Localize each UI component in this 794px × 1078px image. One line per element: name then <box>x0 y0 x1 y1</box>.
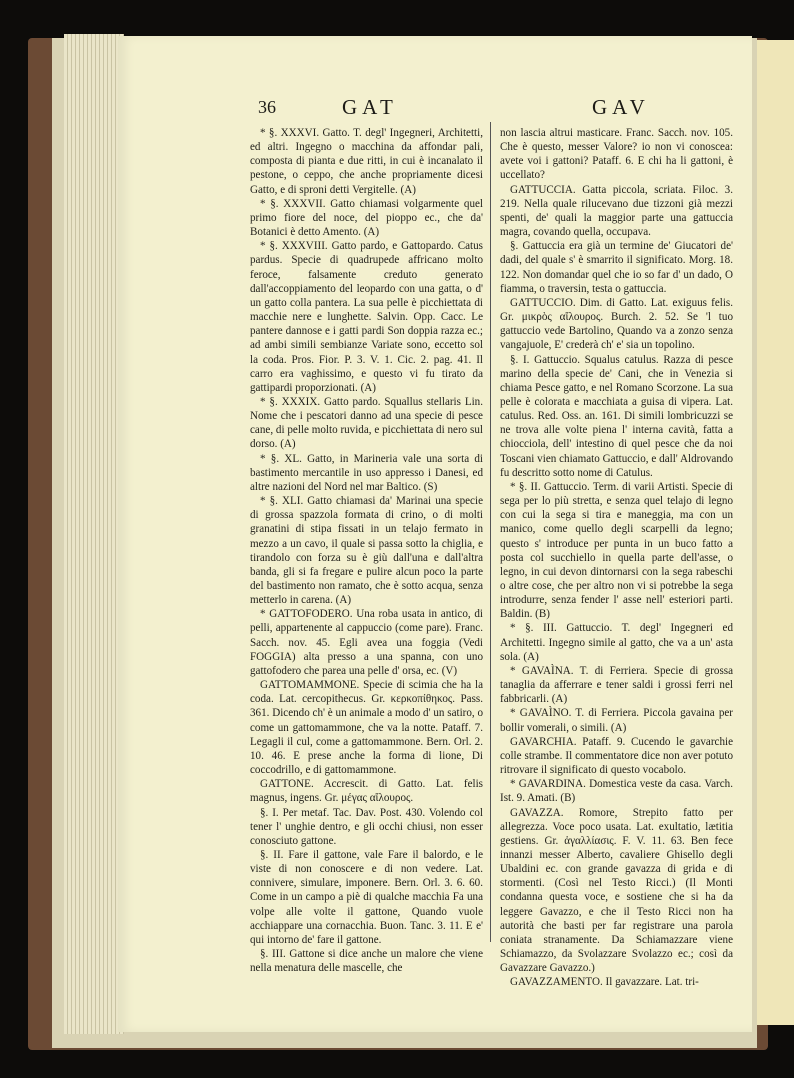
page-header <box>0 97 794 125</box>
entry-paragraph: §. Gattuccia era già un termine de' Giucatori de' dadi, del quale s' è smarrito il significato. Morg. 18. 122. Non domandar quel che io so far d' un dado, O fiamma, o traversin, testa o gattuccia. <box>500 240 733 295</box>
entry-paragraph: * §. XL. Gatto, in Marineria vale una sorta di bastimento mercantile in uso appresso i Danesi, ed altre nazioni del Nord nel mar Baltico. (S) <box>250 452 483 493</box>
entry-paragraph: §. I. Gattuccio. Squalus catulus. Razza di pesce marino della specie de' Cani, che in Venezia si chiama Pesce gatto, e nel Romano Scorzone. La sua pelle è colorata e macchiata a guisa di vipera. Lat. catulus. Red. Oss. an. 161. Di simili lombricuzzi se ne trova alle volte piena l' interna cavità, fatta a chiocciola, dell' intestino di quel pesce che da noi Toscani vien chiamato Gattuccio, e dall' Aldrovando fu descritto sotto nome di Catulus. <box>500 353 733 479</box>
entry-paragraph: GATTUCCIA. Gatta piccola, scriata. Filoc. 3. 219. Nella quale rilucevano due tizzoni già mezzi spenti, de' quali la maggior parte una gattuccia magra, covando quella, occupava. <box>500 183 733 239</box>
entry-paragraph: * §. II. Gattuccio. Term. di varii Artisti. Specie di sega per lo più stretta, e senza quel telajo di legno con cui la sega si tira e maneggia, ma con un manico, come quello degli scarpelli da legno; questo s' introduce per punta in un buco fatto a posta col succhiello in quella parte dell'asse, o legno, in cui devon dintornarsi con la sega rabeschi o altre cose, che per altro non vi si potrebbe la sega introdurre, senza fender l' asse nell' esteriori parti. Baldin. (B) <box>500 480 733 621</box>
entry-paragraph: * §. XXXVI. Gatto. T. degl' Ingegneri, Architetti, ed altri. Ingegno o macchina da affondar pali, composta di pianta e due ritti, in cui è incanalato il pestone, o ceppo, che anche propriamente dicesi Gatto, e di sproni detti Vergitelle. (A) <box>250 127 483 196</box>
entry-paragraph: GATTUCCIO. Dim. di Gatto. Lat. exiguus felis. Gr. μικρὸς αἴλουρος. Burch. 2. 52. Se 'l tuo gattuccio vede Bartolino, Quando va a zonzo senza vangajuole, E' crederà ch' e' sia un topolino. <box>500 296 733 352</box>
entry-paragraph: * GAVAÌNA. T. di Ferriera. Specie di grossa tanaglia da afferrare e tener saldi i grossi ferri nel fabbricarli. (A) <box>500 664 733 706</box>
entry-paragraph: * §. III. Gattuccio. T. degl' Ingegneri ed Architetti. Ingegno simile al gatto, che va a un' asta sola. (A) <box>500 622 733 663</box>
running-head-left: GAT <box>342 95 398 119</box>
entry-paragraph: GAVARCHIA. Pataff. 9. Cucendo le gavarchie colle strambe. Il commentatore dice non aver potuto ritrovare il significato di questo vocabolo. <box>500 735 733 777</box>
entry-paragraph: GATTOMAMMONE. Specie di scimia che ha la coda. Lat. cercopithecus. Gr. κερκοπίθηκος. Pass. 361. Dicendo ch' è un animale a modo d' un satiro, o come un gattomammone, che va la notte. Pataff. 7. Legagli il cul, come a gattomammone. Bern. Orl. 2. 10. 46. E prese anche la forma di lione, Di coccodrillo, e di gattomammone. <box>250 679 483 777</box>
running-head-right: GAV <box>592 95 650 119</box>
entry-paragraph: §. II. Fare il gattone, vale Fare il balordo, e le viste di non conoscere e di non vedere. Lat. connivere, simulare, imponere. Bern. Orl. 3. 6. 60. Come in un campo a piè di qualche macchia Fa una volpe alle volte il gattone, Quando vuole acchiappare una cornacchia. Buon. Tanc. 3. 11. E e' qui intorno de' fare il gattone. <box>250 848 483 946</box>
left-column <box>250 126 483 975</box>
entry-paragraph: * GAVAÌNO. T. di Ferriera. Piccola gavaina per bollir vomerali, o simili. (A) <box>500 707 733 734</box>
column-rule <box>490 122 491 942</box>
page-edges <box>64 34 124 1034</box>
entry-paragraph: * §. XXXIX. Gatto pardo. Squallus stellaris Lin. Nome che i pescatori danno ad una specie di pesce cane, di pelle molto ruvida, e picchiettata di nero sul dorso. (A) <box>250 395 483 451</box>
entry-paragraph: * GATTOFODERO. Una roba usata in antico, di pelli, appartenente al cappuccio (come pare). Franc. Sacch. nov. 45. Egli avea una foggia (Vedi FOGGIA) alta presso a una spanna, con uno gattofodero che parea una pelle d' orsa, ec. (V) <box>250 608 483 677</box>
entry-paragraph: * §. XXXVII. Gatto chiamasi volgarmente quel primo fiore del noce, del pioppo ec., che da' Botanici è detto Amento. (A) <box>250 197 483 239</box>
entry-paragraph: * §. XLI. Gatto chiamasi da' Marinai una specie di grossa spazzola formata di crino, o di molti granatini di stipa fissati in un telajo fermato in mezzo a un cavo, il quale si passa sotto la chiglia, e tirandolo con forza su è giù dall'una e dall'altra banda, gli si fa fregare e pulire alcun poco la parte del bastimento non ramato, che è sotto acqua, senza metterlo in carena. (A) <box>250 495 483 607</box>
right-column <box>500 126 733 990</box>
entry-paragraph: * §. XXXVIII. Gatto pardo, e Gattopardo. Catus pardus. Specie di quadrupede affricano molto feroce, falsamente creduto generato dall'accoppiamento del leopardo con una gatta, o d' un gatto colla pantera. La sua pelle è picchiettata di macchie nere e lunghette. Salvin. Opp. Cacc. Le pantere dannose e i gatti pardi Son doppia razza ec.; ad ambi simili sembianze Variate sono, eccetto sol la coda. Pros. Fior. P. 3. V. 1. Cic. 2. pag. 41. Il carro era vaghissimo, e questo vi fu tirato da gattipardi proporzionati. (A) <box>250 240 483 394</box>
entry-paragraph: §. III. Gattone si dice anche un malore che viene nella menatura delle mascelle, che <box>250 948 483 975</box>
page-number: 36 <box>258 97 276 117</box>
entry-paragraph: §. I. Per metaf. Tac. Dav. Post. 430. Volendo col tener l' unghie dentro, e gli occhi chiusi, non esser conosciuto gattone. <box>250 806 483 847</box>
entry-paragraph: GATTONE. Accrescit. di Gatto. Lat. felis magnus, ingens. Gr. μέγας αἴλουρος. <box>250 778 483 805</box>
entry-paragraph: non lascia altrui masticare. Franc. Sacch. nov. 105. Che è questo, messer Valore? io non vi conoscea: avete voi i gattoni? Pataff. 6. E chi ha li gattoni, è uccellato? <box>500 127 733 182</box>
entry-paragraph: * GAVARDINA. Domestica veste da casa. Varch. Ist. 9. Amati. (B) <box>500 778 733 805</box>
entry-paragraph: GAVAZZA. Romore, Strepito fatto per allegrezza. Voce poco usata. Lat. exultatio, lætitia gestiens. Gr. ἀγαλλίασις. F. V. 11. 63. Ben fece innanzi messer Alberto, cavaliere Ghisello degli Ubaldini ec. con grande gavazza di grida e di stormenti. (Così nel Testo Ricci.) (Il Monti condanna questa voce, e sostiene che si ha da leggere Gavazzo, e che il Testo Ricci non ha autorità che basti per far registrare una parola coniata stranamente. Da Schiamazzare viene Schiamazzo, da Svolazzare Svolazzo ec.; così da Gavazzare Gavazzo.) <box>500 806 733 975</box>
entry-paragraph: GAVAZZAMENTO. Il gavazzare. Lat. tri- <box>510 976 699 989</box>
